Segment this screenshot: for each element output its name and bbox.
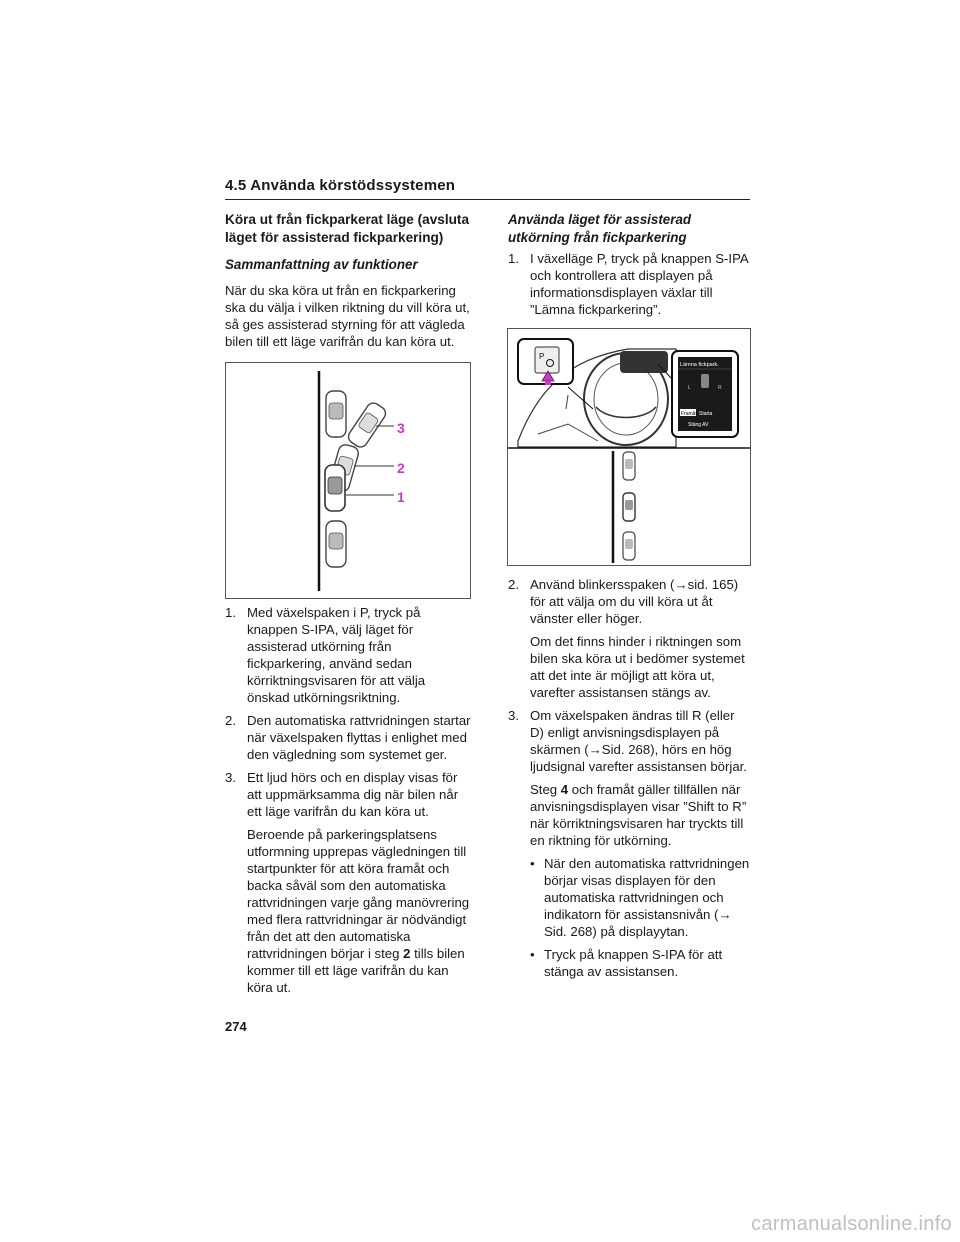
list-item: 3. Ett ljud hörs och en display visas för att uppmärksamma dig när bilen når ett läge varifrån du kan köra ut.	[225, 770, 459, 819]
display-diagram	[507, 328, 751, 566]
list-item: 1. Med växelspaken i P, tryck på knappen S-IPA, välj läget för assisterad utkörning från fickparkering, använd sedan körriktningsvisaren för att välja önskad utkörningsriktning.	[225, 605, 426, 705]
figure-label-2: 2	[397, 460, 405, 476]
parking-diagram-svg	[226, 363, 470, 598]
list-item: 2. Använd blinkersspaken (→sid. 165) för att välja om du vill köra ut åt vänster eller höger.	[508, 577, 739, 626]
parking-diagram	[225, 362, 471, 599]
list-item: 2. Den automatiska rattvridningen startar när växelspaken flyttas i enlighet med den vägledning som systemet ger.	[225, 713, 471, 762]
intro-paragraph: När du ska köra ut från en fickparkering ska du välja i vilken riktning du vill köra ut, så ges assisterad styrning för att vägleda bilen till ett läge varifrån du kan köra ut.	[225, 283, 470, 349]
figure-label-3: 3	[397, 420, 405, 436]
section-title: 4.5 Använda körstödssystemen	[225, 177, 456, 194]
subheading: Sammanfattning av funktioner	[225, 257, 418, 272]
car-position-1	[325, 465, 345, 511]
list-item: 3. Om växelspaken ändras till R (eller D) enligt anvisningsdisplayen på skärmen (→Sid. 268), hörs en hög ljudsignal varefter assistansen börjar.	[508, 708, 747, 774]
display-start-label: Starta	[699, 411, 713, 417]
list-item: 1. I växelläge P, tryck på knappen S-IPA och kontrollera att displayen på informationsdisplayen växlar till ”Lämna fickparkering”.	[508, 251, 748, 317]
step-note: Steg 4 och framåt gäller tillfällen när anvisningsdisplayen visar ”Shift to R” när körriktningsvisaren har tryckts till en riktning för utkörning.	[530, 782, 747, 848]
figure-label-1: 1	[397, 489, 405, 505]
right-heading: Använda läget för assisterad utkörning från fickparkering	[508, 212, 692, 245]
watermark: carmanualsonline.info	[751, 1213, 952, 1235]
bullet-item: • När den automatiska rattvridningen börjar visas displayen för den automatiska rattvridningen och indikatorn för assistansnivån (→ Sid. 268) på displayytan.	[530, 856, 750, 939]
display-right-letter: R	[718, 385, 722, 391]
right-column	[508, 211, 752, 318]
bullet-item: • Tryck på knappen S-IPA för att stänga av assistansen.	[530, 947, 723, 979]
display-left-letter: L	[688, 385, 691, 391]
car-position-3	[346, 400, 388, 449]
section-divider	[225, 199, 750, 200]
parked-car-bottom	[326, 521, 346, 567]
display-title: Lämna fickpark.	[680, 362, 719, 368]
page-number: 274	[225, 1019, 247, 1034]
display-off-label: Stäng AV	[688, 422, 709, 428]
step-note: Beroende på parkeringsplatsens utformning upprepas vägledningen till startpunkter för att köra framåt och backa såväl som den automatiska rattvridningen varje gång manövrering med flera rattvridningar är nödvändigt från det att den automatiska rattvridningen börjar i steg 2 tills bilen kommer till ett läge varifrån du kan köra ut.	[247, 827, 470, 995]
button-letter: P	[539, 352, 545, 361]
display-forward-label: Framåt	[681, 411, 697, 417]
section-heading: Köra ut från fickparkerat läge (avsluta läget för assisterad fickparkering)	[225, 212, 470, 245]
parked-car-top	[326, 391, 346, 437]
left-column	[225, 211, 471, 350]
left-steps	[225, 604, 471, 996]
step-note: Om det finns hinder i riktningen som bilen ska köra ut i bedömer systemet att det inte är möjligt att köra ut, varefter assistansen stängs av.	[530, 634, 745, 700]
display-diagram-svg	[508, 329, 750, 565]
right-steps	[508, 576, 752, 980]
